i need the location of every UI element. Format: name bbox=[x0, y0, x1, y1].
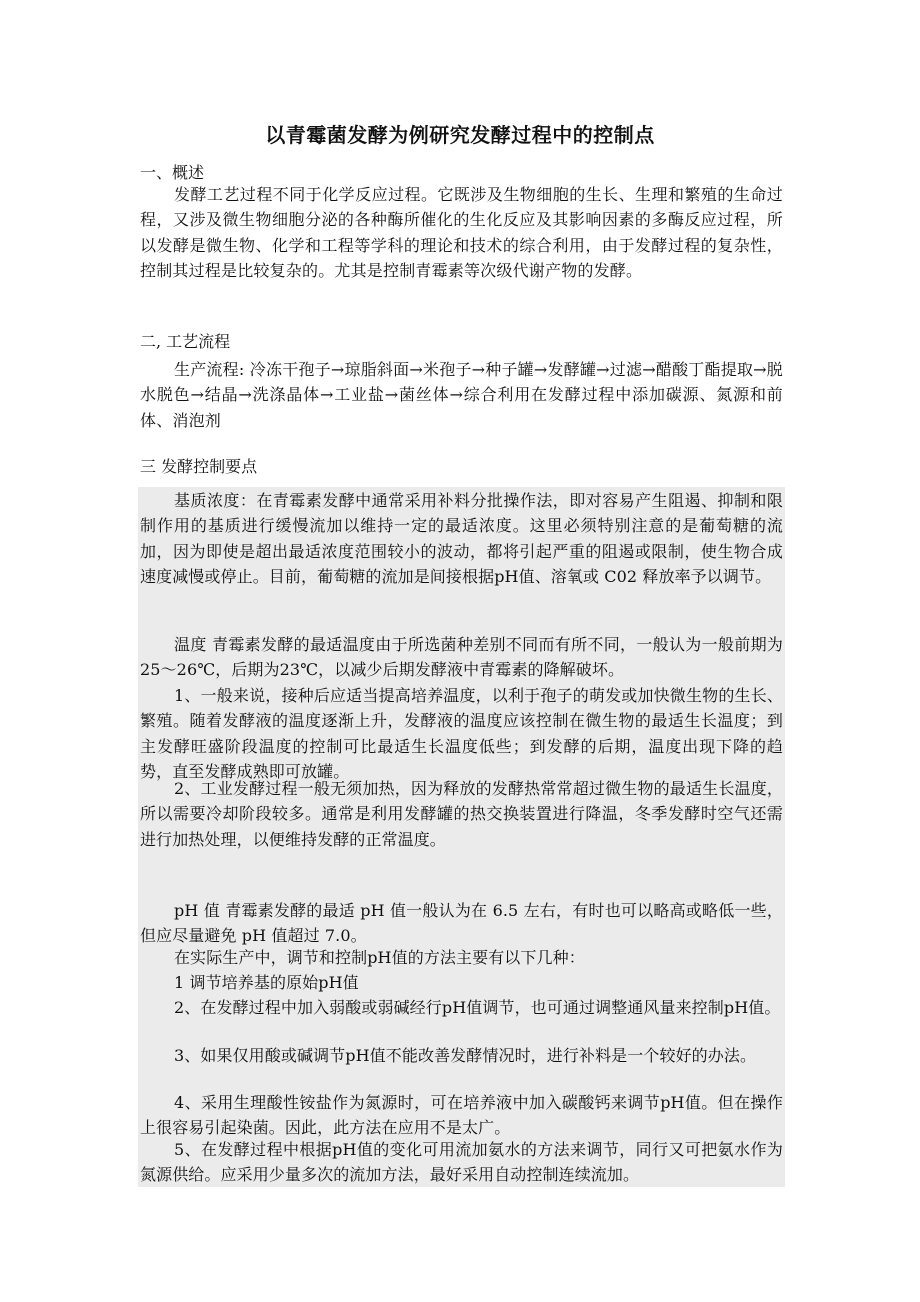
ph-intro-paragraph: pH 值 青霉素发酵的最适 pH 值一般认为在 6.5 左右，有时也可以略高或略低一些，但应尽量避免 pH 值超过 7.0。 bbox=[140, 901, 783, 946]
substrate-concentration-paragraph: 基质浓度：在青霉素发酵中通常采用补料分批操作法，即对容易产生阻遏、抑制和限制作用的基质进行缓慢流加以维持一定的最适浓度。这里必须特别注意的是葡萄糖的流加，因为即使是超出最适浓度范围较小的波动，都将引起严重的阻遏或限制，使生物合成速度减慢或停止。目前，葡萄糖的流加是间接根据pH值、溶氧或 C02 释放率予以调节。 bbox=[140, 491, 783, 587]
process-flow-paragraph: 生产流程: 冷冻干孢子→琼脂斜面→米孢子→种子罐→发酵罐→过滤→醋酸丁酯提取→脱水脱色→结晶→洗涤晶体→工业盐→菌丝体→综合利用在发酵过程中添加碳源、氮源和前体、消泡剂 bbox=[140, 360, 783, 430]
section-heading-process-flow: 二, 工艺流程 bbox=[140, 332, 231, 351]
overview-paragraph: 发酵工艺过程不同于化学反应过程。它既涉及生物细胞的生长、生理和繁殖的生命过程，又涉及微生物细胞分泌的各种酶所催化的生化反应及其影响因素的多酶反应过程，所以发酵是微生物、化学和工程等学科的理论和技术的综合利用，由于发酵过程的复杂性，控制其过程是比较复杂的。尤其是控制青霉素等次级代谢产物的发酵。 bbox=[140, 185, 783, 281]
ph-method-3: 3、如果仅用酸或碱调节pH值不能改善发酵情况时，进行补料是一个较好的办法。 bbox=[174, 1046, 757, 1065]
ph-method-2: 2、在发酵过程中加入弱酸或弱碱经行pH值调节，也可通过调整通风量来控制pH值。 bbox=[174, 998, 781, 1017]
temperature-intro-paragraph: 温度 青霉素发酵的最适温度由于所选菌种差别不同而有所不同，一般认为一般前期为25～26℃，后期为23℃，以减少后期发酵液中青霉素的降解破坏。 bbox=[140, 635, 783, 680]
ph-methods-intro: 在实际生产中，调节和控制pH值的方法主要有以下几种： bbox=[174, 948, 585, 967]
ph-method-5: 5、在发酵过程中根据pH值的变化可用流加氨水的方法来调节，同行又可把氨水作为氮源供给。应采用少量多次的流加方法，最好采用自动控制连续流加。 bbox=[140, 1140, 783, 1185]
section-heading-control-points: 三 发酵控制要点 bbox=[140, 457, 258, 476]
ph-method-4: 4、采用生理酸性铵盐作为氮源时，可在培养液中加入碳酸钙来调节pH值。但在操作上很容易引起染菌。因此，此方法在应用不是太广。 bbox=[140, 1093, 783, 1138]
temperature-point-1: 1、一般来说，接种后应适当提高培养温度，以利于孢子的萌发或加快微生物的生长、繁殖。随着发酵液的温度逐渐上升，发酵液的温度应该控制在微生物的最适生长温度；到主发酵旺盛阶段温度的控制可比最适生长温度低些；到发酵的后期，温度出现下降的趋势，直至发酵成熟即可放罐。 bbox=[140, 686, 783, 782]
temperature-point-2: 2、工业发酵过程一般无须加热，因为释放的发酵热常常超过微生物的最适生长温度，所以需要冷却阶段较多。通常是利用发酵罐的热交换装置进行降温，冬季发酵时空气还需进行加热处理，以便维持发酵的正常温度。 bbox=[140, 779, 783, 849]
document-title: 以青霉菌发酵为例研究发酵过程中的控制点 bbox=[265, 123, 655, 147]
ph-method-1: 1 调节培养基的原始pH值 bbox=[174, 973, 359, 992]
section-heading-overview: 一、概述 bbox=[140, 163, 205, 182]
